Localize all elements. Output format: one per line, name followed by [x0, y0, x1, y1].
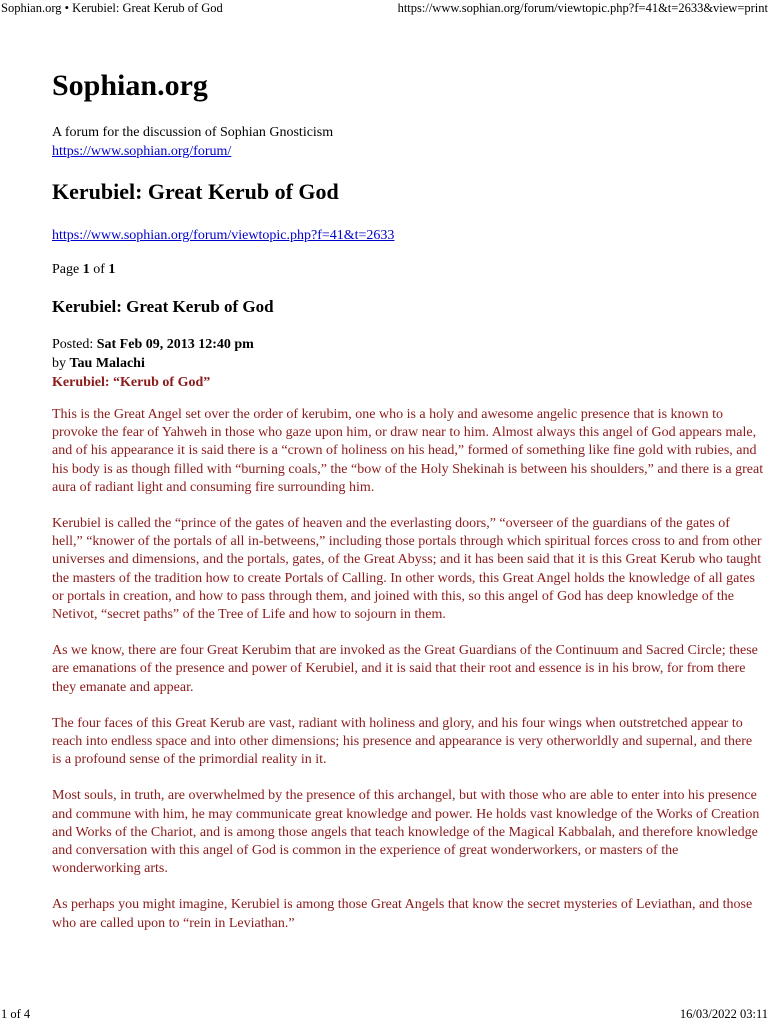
post-subtitle: Kerubiel: “Kerub of God” — [52, 375, 211, 390]
print-page-url: https://www.sophian.org/forum/viewtopic.php?f=41&t=2633&view=print — [397, 1, 768, 15]
site-description: A forum for the discussion of Sophian Gnosticism — [52, 125, 334, 140]
pagination-prefix: Page — [52, 262, 80, 277]
post-paragraph: Most souls, in truth, are overwhelmed by the presence of this archangel, but with those who are able to enter into his presence and commune with him, he may communicate great knowledge and power. He holds vast knowledge of the Works of Creation and Works of the Chariot, and is among those angels that teach knowledge of the Magical Kabbalah, and therefore knowledge and conversation with this angel of God is common in the experience of great wonderworkers, or masters of the wonderworking arts. — [52, 788, 760, 877]
site-title: Sophian.org — [52, 69, 208, 102]
print-header — [0, 0, 768, 18]
posted-date: Sat Feb 09, 2013 12:40 pm — [96, 337, 254, 352]
post-body — [52, 406, 764, 951]
post-paragraph: The four faces of this Great Kerub are vast, radiant with holiness and glory, and his four wings when outstretched appear to reach into endless space and into other dimensions; his presence and appearance is very otherworldly and supernal, and there is a profound sense of the primordial reality in it. — [52, 715, 753, 768]
print-footer — [0, 1006, 768, 1024]
post-title: Kerubiel: Great Kerub of God — [52, 297, 274, 316]
post-paragraph: Kerubiel is called the “prince of the gates of heaven and the everlasting doors,” “overseer of the guardians of the gates of hell,” “knower of the portals of all in-betweens,” including those portals through which spiritual forces cross to and from other universes and dimensions, and the portals, gates, of the Great Abyss; and it has been said that it is this Great Kerub who taught the masters of the tradition how to create Portals of Calling. In other words, this Great Angel holds the knowledge of all gates or portals in creation, and how to pass through them, and joined with this, so this angel of God has deep knowledge of the Netivot, “secret paths” of the Tree of Life and how to sojourn in them. — [52, 516, 762, 623]
post-author: Tau Malachi — [69, 356, 145, 371]
post-paragraph: This is the Great Angel set over the order of kerubim, one who is a holy and awesome angelic presence that is known to provoke the fear of Yahweh in those who gaze upon him, or draw near to him. Almost always this angel of God appears male, and of his appearance it is said there is a “crown of holiness on his head,” formed of something like fine gold with rubies, and his body is as though filled with “burning coals,” the “bow of the Holy Shekinah is between his shoulders,” and there is a great aura of radiant light and consuming fire surrounding him. — [52, 407, 764, 495]
print-timestamp: 16/03/2022 03:11 — [679, 1007, 768, 1021]
print-page-number: 1 of 4 — [1, 1007, 31, 1021]
forum-link[interactable]: https://www.sophian.org/forum/ — [52, 144, 232, 159]
pagination-current: 1 — [82, 262, 90, 277]
posted-label: Posted: — [52, 337, 94, 352]
topic-link[interactable]: https://www.sophian.org/forum/viewtopic.php?f=41&t=2633 — [52, 228, 395, 243]
pagination — [52, 261, 115, 279]
topic-title: Kerubiel: Great Kerub of God — [52, 179, 339, 204]
pagination-total: 1 — [108, 262, 116, 277]
post-meta — [52, 335, 254, 373]
pagination-separator: of — [93, 262, 105, 277]
post-paragraph: As perhaps you might imagine, Kerubiel is among those Great Angels that know the secret mysteries of Leviathan, and those who are called upon to “rein in Leviathan.” — [52, 897, 753, 931]
by-label: by — [52, 356, 66, 371]
post-paragraph: As we know, there are four Great Kerubim that are invoked as the Great Guardians of the Continuum and Sacred Circle; these are emanations of the presence and power of Kerubiel, and it is said that their root and essence is in his brow, for from there they emanate and appear. — [52, 643, 758, 695]
print-page-title: Sophian.org • Kerubiel: Great Kerub of God — [1, 1, 223, 15]
